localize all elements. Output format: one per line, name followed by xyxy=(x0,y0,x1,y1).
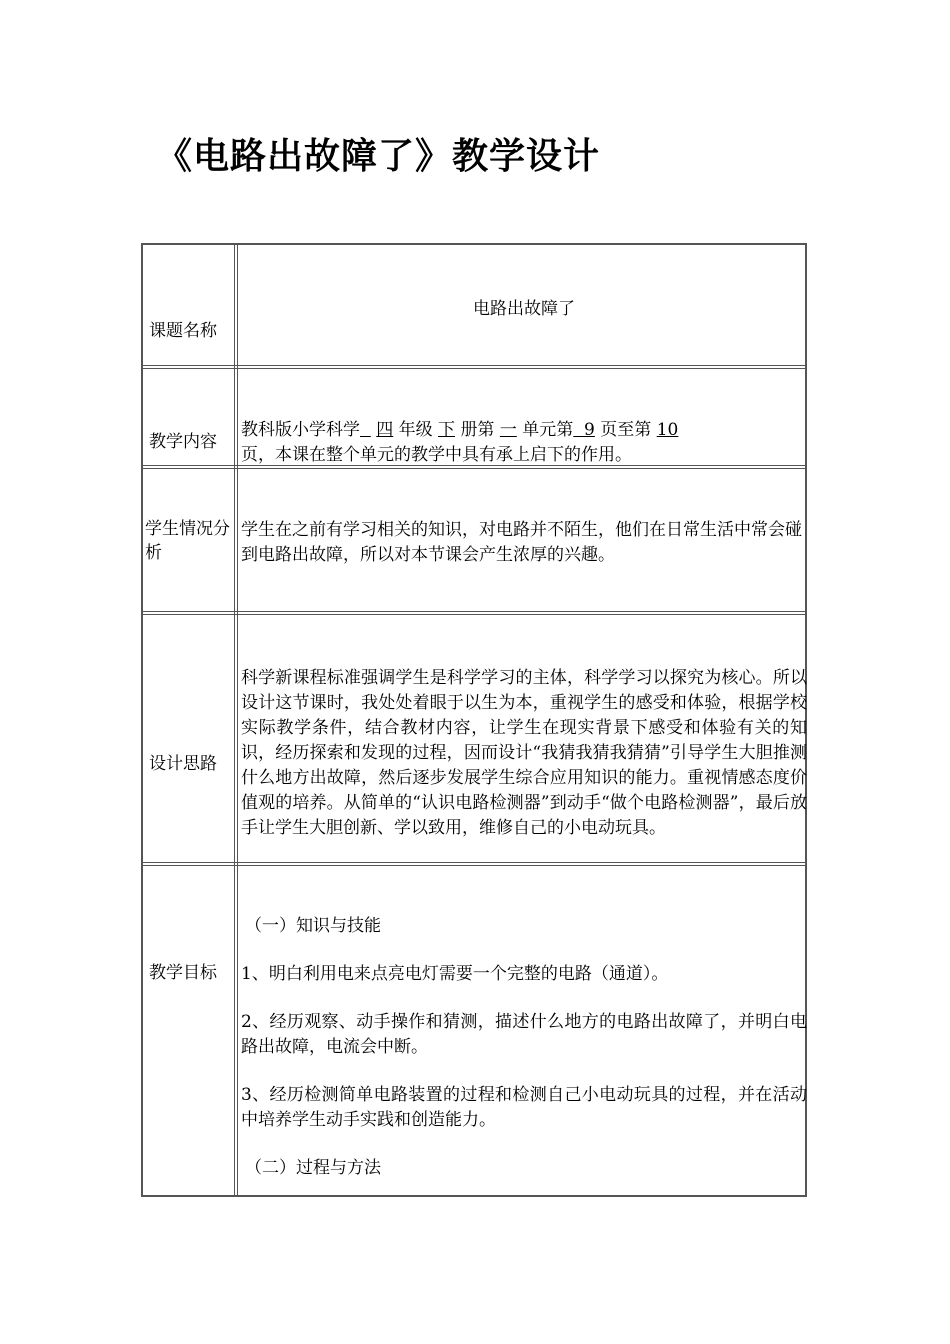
topic-value: 电路出故障了 xyxy=(473,299,575,319)
page-title: 《电路出故障了》教学设计 xyxy=(156,136,601,177)
row-divider xyxy=(143,611,805,615)
page-start-field: 9 xyxy=(573,420,595,440)
design-label: 设计思路 xyxy=(149,754,217,774)
goals-item2: 2、经历观察、动手操作和猜测，描述什么地方的电路出故障了，并明白电路出故障，电流会中断。 xyxy=(241,1012,807,1057)
goals-section2: （二）过程与方法 xyxy=(245,1158,381,1178)
row-divider xyxy=(143,862,805,866)
content-prefix: 教科版小学科学 xyxy=(241,420,360,440)
column-divider xyxy=(234,245,238,1195)
goals-item1: 1、明白利用电来点亮电灯需要一个完整的电路（通道）。 xyxy=(241,964,669,984)
volume-text: 册第 xyxy=(460,420,495,440)
goals-label: 教学目标 xyxy=(149,963,217,983)
goals-item3: 3、经历检测简单电路装置的过程和检测自己小电动玩具的过程，并在活动中培养学生动手实践和创造能力。 xyxy=(241,1085,807,1130)
students-label: 学生情况分析 xyxy=(145,519,230,563)
design-value: 科学新课程标准强调学生是科学学习的主体，科学学习以探究为核心。所以设计这节课时，我处处着眼于以生为本，重视学生的感受和体验，根据学校实际教学条件，结合教材内容，让学生在现实背景下感受和体验有关的知识，经历探索和发现的过程，因而设计“我猜我猜我猜猜”引导学生大胆推测什么地方出故障，然后逐步发展学生综合应用知识的能力。重视情感态度价值观的培养。从简单的“认识电路检测器”到动手“做个电路检测器”，最后放手让学生大胆创新、学以致用，维修自己的小电动玩具。 xyxy=(241,668,807,838)
topic-label: 课题名称 xyxy=(149,321,217,341)
unit-text: 单元第 xyxy=(522,420,574,440)
content-label: 教学内容 xyxy=(149,432,217,452)
content-value xyxy=(241,418,807,468)
volume-field: 下 xyxy=(438,420,456,440)
page-end-field: 10 xyxy=(656,420,679,440)
page-mid-text: 页至第 xyxy=(600,420,652,440)
blank-field xyxy=(360,420,371,440)
content-line2: 页，本课在整个单元的教学中具有承上启下的作用。 xyxy=(241,445,632,465)
goals-section1: （一）知识与技能 xyxy=(245,916,381,936)
grade-field: 四 xyxy=(376,420,394,440)
students-value: 学生在之前有学习相关的知识，对电路并不陌生，他们在日常生活中常会碰到电路出故障，所以对本节课会产生浓厚的兴趣。 xyxy=(241,520,802,565)
grade-text: 年级 xyxy=(398,420,433,440)
unit-field: 一 xyxy=(499,420,517,440)
lesson-plan-table xyxy=(141,243,807,1197)
goals-value xyxy=(241,914,807,1181)
row-divider xyxy=(143,365,805,369)
